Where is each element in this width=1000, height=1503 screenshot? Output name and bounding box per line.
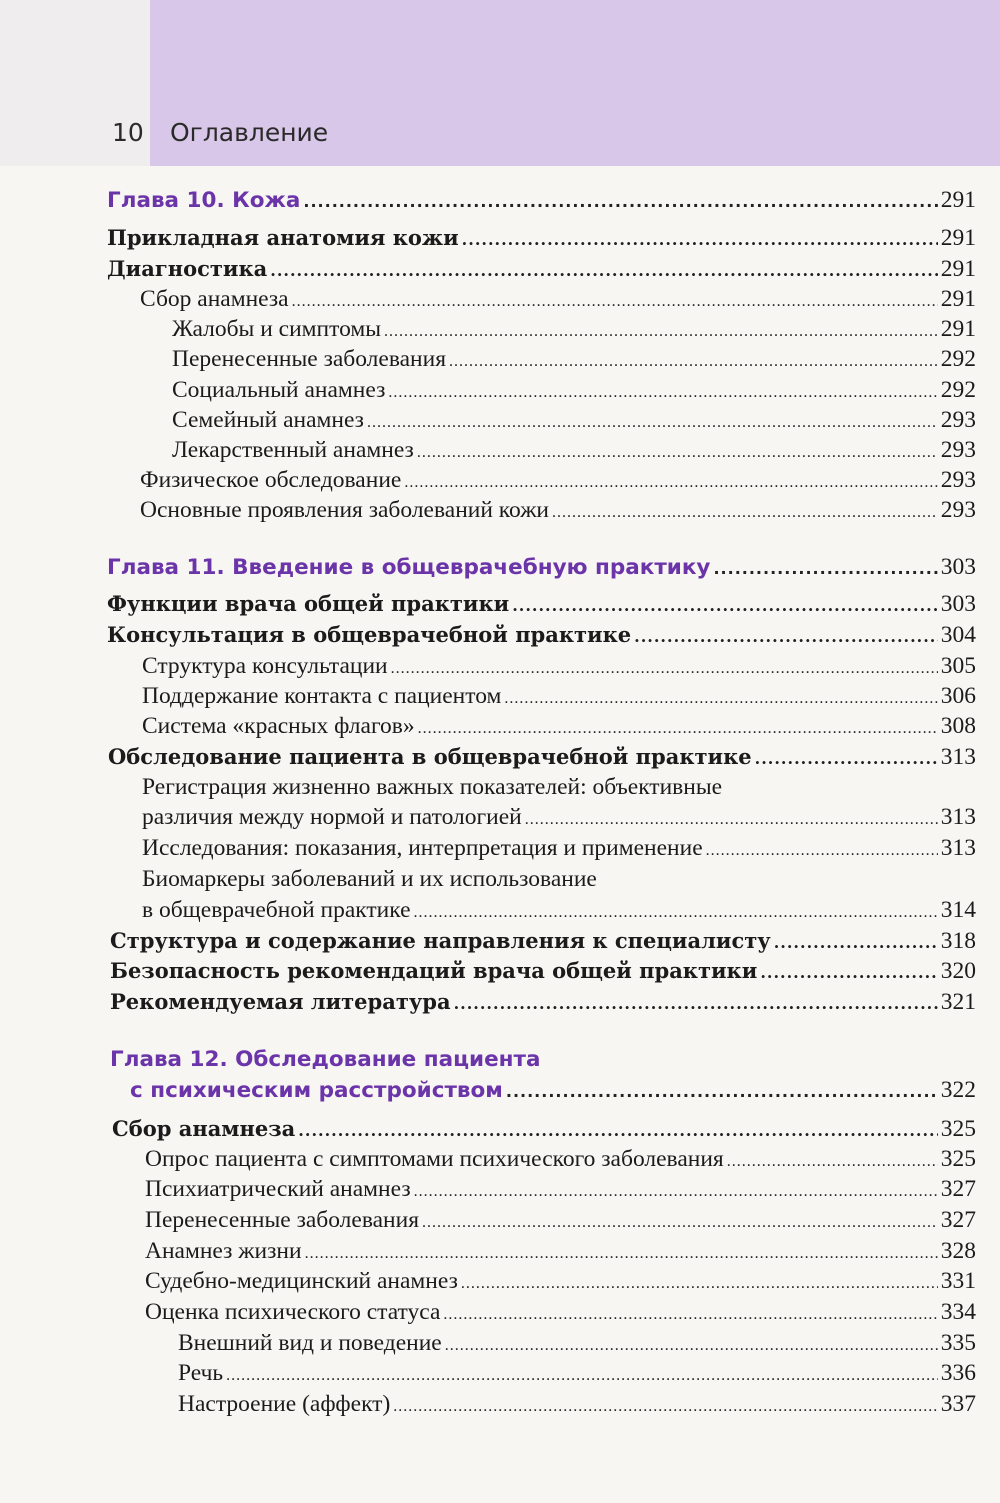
toc-entry[interactable] xyxy=(140,465,976,498)
entry-text: Социальный анамнез xyxy=(172,377,386,403)
page-ref: 320 xyxy=(940,958,976,984)
leader-dots xyxy=(461,1269,938,1299)
leader-dots xyxy=(506,1077,938,1107)
entry-text: Настроение (аффект) xyxy=(178,1391,391,1417)
entry-text: Судебно-медицинский анамнез xyxy=(145,1268,458,1294)
leader-dots xyxy=(414,898,938,928)
toc-entry[interactable] xyxy=(107,223,976,255)
page-ref: 313 xyxy=(940,744,976,770)
page-ref: 334 xyxy=(940,1299,976,1325)
toc-entry[interactable] xyxy=(142,833,976,866)
leader-dots xyxy=(270,256,938,286)
toc-entry[interactable] xyxy=(145,1236,976,1269)
entry-text: Система «красных флагов» xyxy=(142,713,415,739)
toc-entry[interactable] xyxy=(110,956,976,988)
leader-dots xyxy=(292,287,938,317)
entry-text: Анамнез жизни xyxy=(145,1238,302,1264)
entry-text: Физическое обследование xyxy=(140,467,402,493)
page-ref: 327 xyxy=(940,1176,976,1202)
toc-entry[interactable] xyxy=(142,895,976,928)
leader-dots xyxy=(774,928,938,958)
entry-text: Опрос пациента с симптомами психического заболевания xyxy=(145,1146,724,1172)
toc-entry[interactable] xyxy=(110,926,976,958)
page-ref: 337 xyxy=(940,1391,976,1417)
chapter-10-heading[interactable] xyxy=(107,185,976,217)
page-ref: 318 xyxy=(940,928,976,954)
entry-text: Сбор анамнеза xyxy=(140,286,289,312)
chapter-title: Глава 10. Кожа xyxy=(107,188,301,213)
leader-dots xyxy=(417,438,938,468)
page-ref: 293 xyxy=(940,437,976,463)
toc-entry[interactable] xyxy=(172,344,976,377)
entry-text: Психиатрический анамнез xyxy=(145,1176,411,1202)
leader-dots xyxy=(512,591,938,621)
toc-entry[interactable] xyxy=(142,651,976,684)
page-ref: 313 xyxy=(940,835,976,861)
page-ref: 336 xyxy=(940,1360,976,1386)
page-ref: 325 xyxy=(940,1146,976,1172)
entry-text: Перенесенные заболевания xyxy=(172,346,447,372)
toc-entry[interactable] xyxy=(145,1205,976,1238)
leader-dots xyxy=(706,836,938,866)
entry-text: Безопасность рекомендаций врача общей практики xyxy=(110,958,758,983)
leader-dots xyxy=(552,498,938,528)
toc-entry[interactable] xyxy=(142,802,976,835)
page-number: 10 xyxy=(112,118,144,147)
leader-dots xyxy=(388,378,937,408)
page-ref: 306 xyxy=(940,683,976,709)
toc-entry[interactable] xyxy=(108,742,976,774)
toc-entry-line1: Биомаркеры заболеваний и их использование xyxy=(142,866,597,892)
entry-text: Исследования: показания, интерпретация и применение xyxy=(142,835,703,861)
leader-dots xyxy=(305,1239,938,1269)
entry-text: различия между нормой и патологией xyxy=(142,804,522,830)
page-ref: 293 xyxy=(940,467,976,493)
chapter-title: с психическим расстройством xyxy=(130,1078,503,1103)
page-ref: 292 xyxy=(940,346,976,372)
entry-text: Лекарственный анамнез xyxy=(172,437,414,463)
leader-dots xyxy=(404,468,937,498)
toc-entry[interactable] xyxy=(178,1389,976,1422)
entry-text: Структура консультации xyxy=(142,653,388,679)
toc-entry[interactable] xyxy=(145,1144,976,1177)
page-ref: 321 xyxy=(940,989,976,1015)
page-ref: 293 xyxy=(940,497,976,523)
entry-text: Оценка психического статуса xyxy=(145,1299,441,1325)
leader-dots xyxy=(445,1331,938,1361)
toc-entry[interactable] xyxy=(107,620,976,652)
toc-entry[interactable] xyxy=(142,711,976,744)
leader-dots xyxy=(226,1361,938,1391)
entry-text: Перенесенные заболевания xyxy=(145,1207,420,1233)
toc-entry[interactable] xyxy=(140,284,976,317)
leader-dots xyxy=(760,958,937,988)
leader-dots xyxy=(727,1147,938,1177)
toc-entry[interactable] xyxy=(172,435,976,468)
entry-text: Диагностика xyxy=(107,256,268,281)
page-ref: 291 xyxy=(940,286,976,312)
entry-text: Прикладная анатомия кожи xyxy=(107,225,459,250)
page-ref: 328 xyxy=(940,1238,976,1264)
leader-dots xyxy=(462,225,938,255)
page-ref: 303 xyxy=(940,554,976,580)
chapter-12-heading-line1[interactable]: Глава 12. Обследование пациента xyxy=(110,1047,541,1072)
leader-dots xyxy=(449,347,938,377)
entry-text: Структура и содержание направления к специалисту xyxy=(110,928,771,953)
entry-text: Рекомендуемая литература xyxy=(110,989,451,1014)
leader-dots xyxy=(634,622,938,652)
entry-text: Речь xyxy=(178,1360,224,1386)
chapter-title: Глава 11. Введение в общеврачебную практику xyxy=(107,555,711,580)
chapter-12-heading[interactable] xyxy=(130,1075,976,1107)
leader-dots xyxy=(298,1116,937,1146)
page-ref: 291 xyxy=(940,225,976,251)
toc-entry[interactable] xyxy=(140,495,976,528)
page-ref: 322 xyxy=(940,1077,976,1103)
toc-entry[interactable] xyxy=(178,1328,976,1361)
entry-text: Сбор анамнеза xyxy=(112,1116,296,1141)
entry-text: Обследование пациента в общеврачебной практике xyxy=(108,744,752,769)
toc-entry[interactable] xyxy=(142,681,976,714)
page-ref: 293 xyxy=(940,407,976,433)
page-ref: 291 xyxy=(940,256,976,282)
entry-text: Жалобы и симптомы xyxy=(172,316,382,342)
leader-dots xyxy=(443,1300,937,1330)
leader-dots xyxy=(367,408,938,438)
entry-text: в общеврачебной практике xyxy=(142,897,411,923)
page-ref: 327 xyxy=(940,1207,976,1233)
leader-dots xyxy=(422,1208,938,1238)
leader-dots xyxy=(414,1177,938,1207)
toc-entry-line1: Регистрация жизненно важных показателей: объективные xyxy=(142,774,723,800)
toc-entry[interactable] xyxy=(112,1114,976,1146)
entry-text: Поддержание контакта с пациентом xyxy=(142,683,502,709)
toc-entry[interactable] xyxy=(172,314,976,347)
entry-text: Функции врача общей практики xyxy=(107,591,510,616)
leader-dots xyxy=(504,684,937,714)
toc-entry[interactable] xyxy=(172,375,976,408)
entry-text: Консультация в общеврачебной практике xyxy=(107,622,632,647)
page-ref: 325 xyxy=(940,1116,976,1142)
leader-dots xyxy=(418,714,938,744)
leader-dots xyxy=(525,805,938,835)
page-ref: 305 xyxy=(940,653,976,679)
toc-entry[interactable] xyxy=(107,254,976,286)
entry-text: Основные проявления заболеваний кожи xyxy=(140,497,550,523)
toc-entry[interactable] xyxy=(107,589,976,621)
toc-entry[interactable] xyxy=(145,1174,976,1207)
leader-dots xyxy=(303,187,937,217)
page-ref: 291 xyxy=(940,187,976,213)
page-ref: 308 xyxy=(940,713,976,739)
running-title: Оглавление xyxy=(170,118,329,147)
page-ref: 331 xyxy=(940,1268,976,1294)
page-ref: 314 xyxy=(940,897,976,923)
toc-entry[interactable] xyxy=(172,405,976,438)
leader-dots xyxy=(384,317,938,347)
page-ref: 335 xyxy=(940,1330,976,1356)
leader-dots xyxy=(393,1392,937,1422)
entry-text: Внешний вид и поведение xyxy=(178,1330,442,1356)
leader-dots xyxy=(713,554,937,584)
chapter-11-heading[interactable] xyxy=(107,552,976,584)
toc-entry[interactable] xyxy=(145,1266,976,1299)
toc-entry[interactable] xyxy=(145,1297,976,1330)
page-ref: 292 xyxy=(940,377,976,403)
page-ref: 313 xyxy=(940,804,976,830)
leader-dots xyxy=(391,654,938,684)
leader-dots xyxy=(454,989,938,1019)
entry-text: Семейный анамнез xyxy=(172,407,364,433)
page-ref: 291 xyxy=(940,316,976,342)
page-ref: 304 xyxy=(940,622,976,648)
page-ref: 303 xyxy=(940,591,976,617)
leader-dots xyxy=(755,744,938,774)
toc-entry[interactable] xyxy=(110,987,976,1019)
toc-entry[interactable] xyxy=(178,1358,976,1391)
